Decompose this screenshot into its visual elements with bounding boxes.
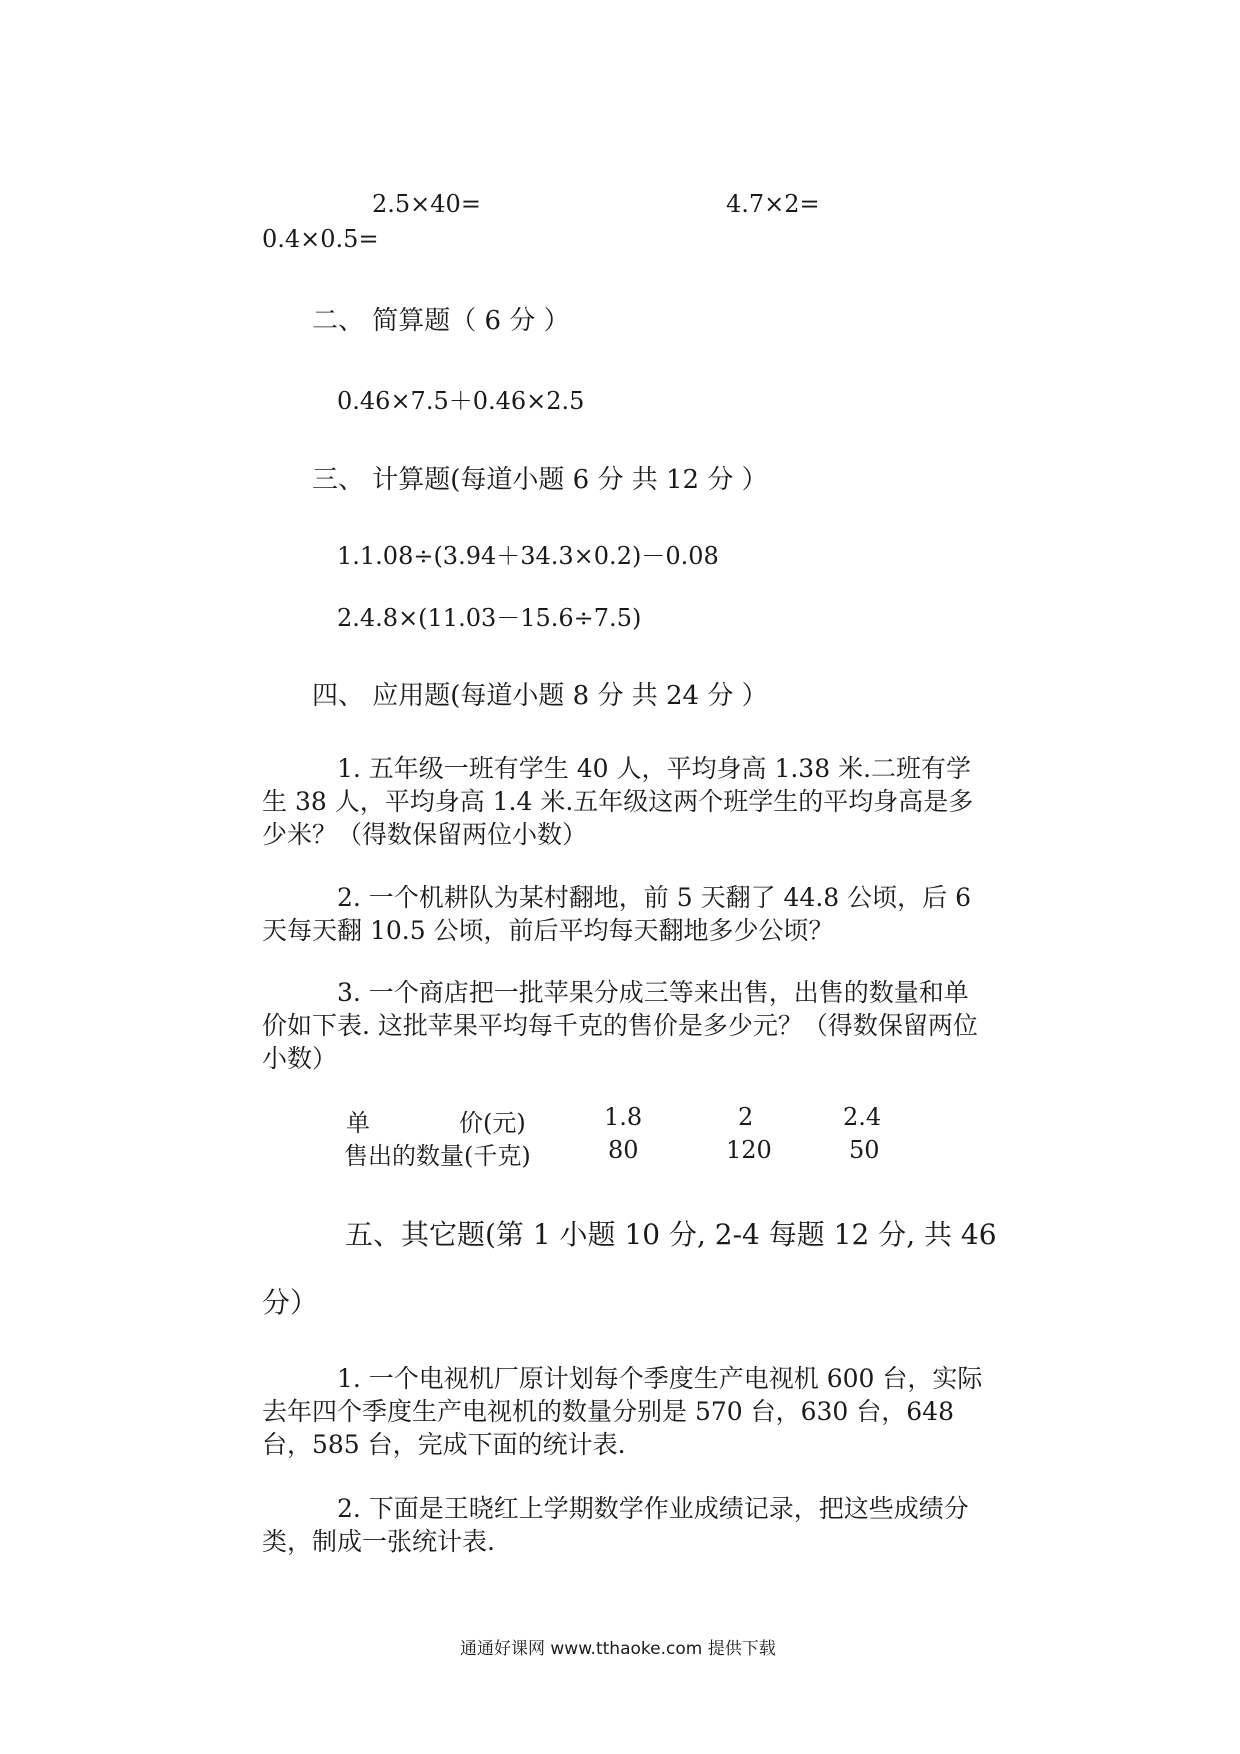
table-cell: 2 [738, 1103, 754, 1131]
section3-item-1: 1.1.08÷(3.94＋34.3×0.2)－0.08 [337, 542, 719, 570]
section5-heading-cont: 分） [262, 1286, 319, 1319]
footer-credit: 通通好课网 www.tthaoke.com 提供下载 [460, 1639, 776, 1659]
section4-question-2: 2. 一个机耕队为某村翻地，前 5 天翻了 44.8 公顷，后 6 天每天翻 10.5 公顷，前后平均每天翻地多少公顷？ [262, 883, 972, 945]
table-row1-label-b: 价(元) [459, 1109, 526, 1137]
problem-0-4x0-5: 0.4×0.5= [262, 225, 379, 253]
table-cell: 2.4 [843, 1103, 882, 1131]
section2-heading: 二、 简算题（ 6 分 ） [312, 306, 570, 336]
section4-question-3: 3. 一个商店把一批苹果分成三等来出售，出售的数量和单价如下表. 这批苹果平均每千克的售价是多少元？（得数保留两位小数） [262, 978, 978, 1073]
section2-expression: 0.46×7.5＋0.46×2.5 [337, 387, 585, 415]
table-row1-label-a: 单 [346, 1109, 370, 1137]
problem-2-5x40: 2.5×40= [372, 190, 481, 218]
section4-question-1: 1. 五年级一班有学生 40 人，平均身高 1.38 米.二班有学生 38 人，平均身高 1.4 米.五年级这两个班学生的平均身高是多少米？（得数保留两位小数） [262, 754, 974, 849]
section3-heading: 三、 计算题(每道小题 6 分 共 12 分 ） [312, 465, 768, 495]
table-cell: 50 [849, 1136, 880, 1164]
section4-heading: 四、 应用题(每道小题 8 分 共 24 分 ） [312, 681, 768, 711]
section5-question-2: 2. 下面是王晓红上学期数学作业成绩记录，把这些成绩分类，制成一张统计表. [262, 1494, 969, 1556]
problem-4-7x2: 4.7×2= [726, 190, 820, 218]
section3-item-2: 2.4.8×(11.03－15.6÷7.5) [337, 604, 642, 632]
section5-heading: 五、其它题(第 1 小题 10 分, 2-4 每题 12 分, 共 46 [345, 1218, 997, 1251]
section5-question-1: 1. 一个电视机厂原计划每个季度生产电视机 600 台，实际去年四个季度生产电视机的数量分别是 570 台，630 台，648 台，585 台，完成下面的统计表. [262, 1364, 983, 1459]
table-cell: 1.8 [604, 1103, 643, 1131]
table-cell: 80 [608, 1136, 639, 1164]
table-row2-label: 售出的数量(千克) [344, 1142, 531, 1170]
table-cell: 120 [726, 1136, 772, 1164]
